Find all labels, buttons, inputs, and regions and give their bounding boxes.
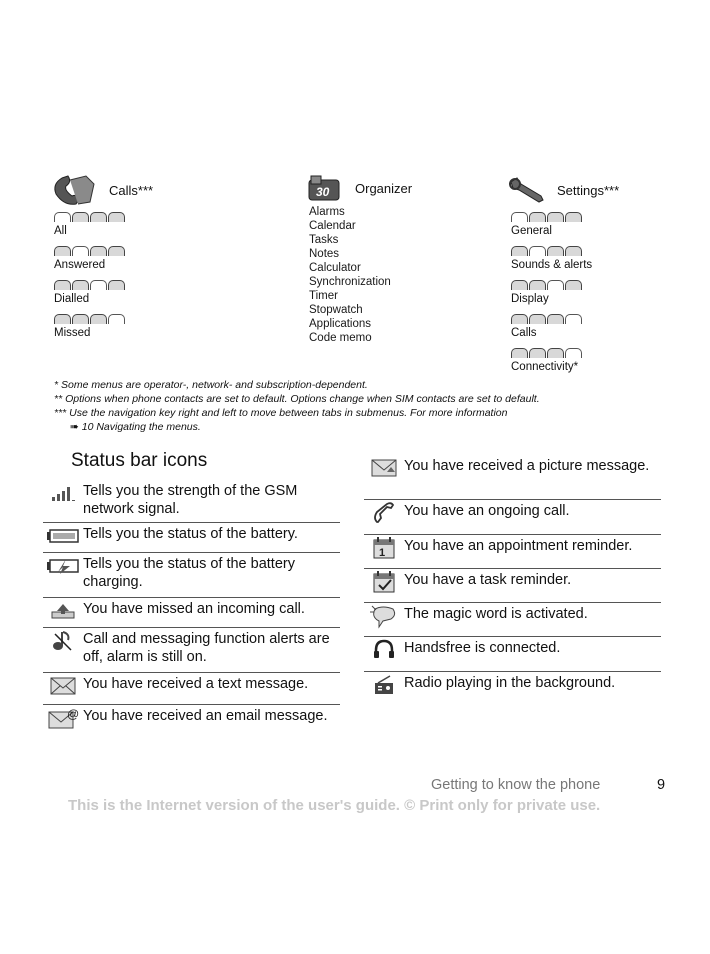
status-row-text: You have received a picture message. bbox=[404, 458, 650, 474]
organizer-item: Stopwatch bbox=[309, 304, 363, 316]
magic-word-icon bbox=[369, 603, 399, 629]
task-reminder-icon bbox=[371, 569, 397, 595]
status-row-text: Handsfree is connected. bbox=[404, 640, 561, 656]
internet-version-notice: This is the Internet version of the user's guide. © Print only for private use. bbox=[68, 797, 601, 814]
organizer-item: Tasks bbox=[309, 234, 339, 246]
organizer-item: Alarms bbox=[309, 206, 345, 218]
calls-menu-icon bbox=[50, 172, 98, 208]
settings-item-general: General bbox=[511, 225, 552, 237]
status-row bbox=[364, 455, 661, 500]
chapter-title: Getting to know the phone bbox=[431, 777, 601, 793]
status-row-text: You have an ongoing call. bbox=[404, 503, 570, 519]
footnote: * Some menus are operator-, network- and subscription-dependent. bbox=[54, 379, 368, 391]
page-number: 9 bbox=[657, 777, 666, 793]
tab-strip bbox=[511, 212, 592, 223]
tab-strip bbox=[54, 314, 125, 325]
organizer-item: Synchronization bbox=[309, 276, 391, 288]
organizer-item: Calendar bbox=[309, 220, 356, 232]
status-row-text: The magic word is activated. bbox=[404, 606, 588, 622]
section-title: Status bar icons bbox=[71, 450, 208, 471]
picture-message-icon bbox=[369, 456, 399, 480]
status-row-text: You have missed an incoming call. bbox=[83, 601, 305, 617]
silent-mode-icon bbox=[50, 628, 76, 654]
status-row-text: Tells you the status of the battery charging. bbox=[83, 556, 295, 590]
battery-icon bbox=[46, 528, 80, 544]
settings-item-display: Display bbox=[511, 293, 549, 305]
status-row bbox=[364, 535, 661, 569]
signal-strength-icon bbox=[50, 483, 76, 503]
footnote-reference bbox=[54, 420, 694, 434]
status-row bbox=[364, 500, 661, 535]
status-row-text: You have received an email message. bbox=[83, 708, 328, 724]
calls-item-missed: Missed bbox=[54, 327, 91, 339]
battery-charging-icon bbox=[46, 557, 80, 575]
settings-item-sounds: Sounds & alerts bbox=[511, 259, 593, 271]
radio-icon bbox=[372, 673, 396, 697]
organizer-item: Notes bbox=[309, 248, 340, 260]
organizer-item: Timer bbox=[309, 290, 338, 302]
tab-strip bbox=[511, 246, 592, 257]
status-row bbox=[43, 523, 340, 553]
footnote: *** Use the navigation key right and left to move between tabs in submenus. For more information bbox=[54, 407, 508, 419]
tab-strip bbox=[54, 280, 125, 291]
status-row-text: You have received a text message. bbox=[83, 676, 309, 692]
status-row-text: You have a task reminder. bbox=[404, 572, 572, 588]
status-row-text: Call and messaging function alerts are off, alarm is still on. bbox=[83, 631, 330, 665]
text-message-icon bbox=[49, 676, 77, 696]
tab-strip bbox=[511, 280, 592, 291]
footnote-link[interactable]: 10 Navigating the menus. bbox=[81, 421, 201, 433]
status-row bbox=[364, 569, 661, 603]
email-icon bbox=[47, 706, 79, 730]
tab-strip bbox=[54, 246, 125, 257]
settings-menu-title: Settings*** bbox=[557, 183, 620, 198]
tab-strip bbox=[511, 314, 592, 325]
status-row-text: Tells you the strength of the GSM network signal. bbox=[83, 483, 298, 517]
svg-text:30: 30 bbox=[316, 185, 330, 199]
appointment-reminder-icon bbox=[371, 535, 397, 561]
status-row bbox=[43, 673, 340, 705]
status-row bbox=[43, 598, 340, 628]
handsfree-icon bbox=[372, 638, 396, 662]
settings-item-calls: Calls bbox=[511, 327, 537, 339]
settings-menu-icon bbox=[507, 176, 547, 204]
organizer-menu-title: Organizer bbox=[355, 181, 413, 196]
organizer-item: Applications bbox=[309, 318, 372, 330]
organizer-item: Calculator bbox=[309, 262, 361, 274]
status-row-text: Radio playing in the background. bbox=[404, 675, 616, 691]
status-row bbox=[364, 603, 661, 637]
footnote: ** Options when phone contacts are set to default. Options change when SIM contacts are set to default. bbox=[54, 393, 540, 405]
tab-strip bbox=[54, 212, 125, 223]
calls-item-dialled: Dialled bbox=[54, 293, 90, 305]
status-row-text: Tells you the status of the battery. bbox=[83, 526, 298, 542]
status-row bbox=[364, 637, 661, 672]
calls-item-all: All bbox=[54, 225, 67, 237]
status-row-text: You have an appointment reminder. bbox=[404, 538, 633, 554]
arrow-right-icon: ➠ bbox=[70, 421, 79, 433]
tab-strip bbox=[511, 348, 592, 359]
calls-menu-title: Calls*** bbox=[109, 183, 154, 198]
svg-text:@: @ bbox=[67, 707, 79, 721]
calls-item-answered: Answered bbox=[54, 259, 106, 271]
status-row bbox=[43, 480, 340, 523]
settings-item-connectivity: Connectivity* bbox=[511, 361, 579, 373]
organizer-list bbox=[309, 205, 391, 345]
footnotes bbox=[54, 378, 694, 434]
status-row bbox=[43, 628, 340, 673]
svg-text:1: 1 bbox=[379, 547, 386, 559]
ongoing-call-icon bbox=[371, 500, 397, 526]
status-row bbox=[43, 553, 340, 598]
organizer-item: Code memo bbox=[309, 332, 372, 344]
organizer-menu-icon bbox=[305, 174, 343, 204]
status-row bbox=[43, 705, 340, 749]
missed-call-icon bbox=[49, 602, 77, 620]
status-row bbox=[364, 672, 661, 706]
